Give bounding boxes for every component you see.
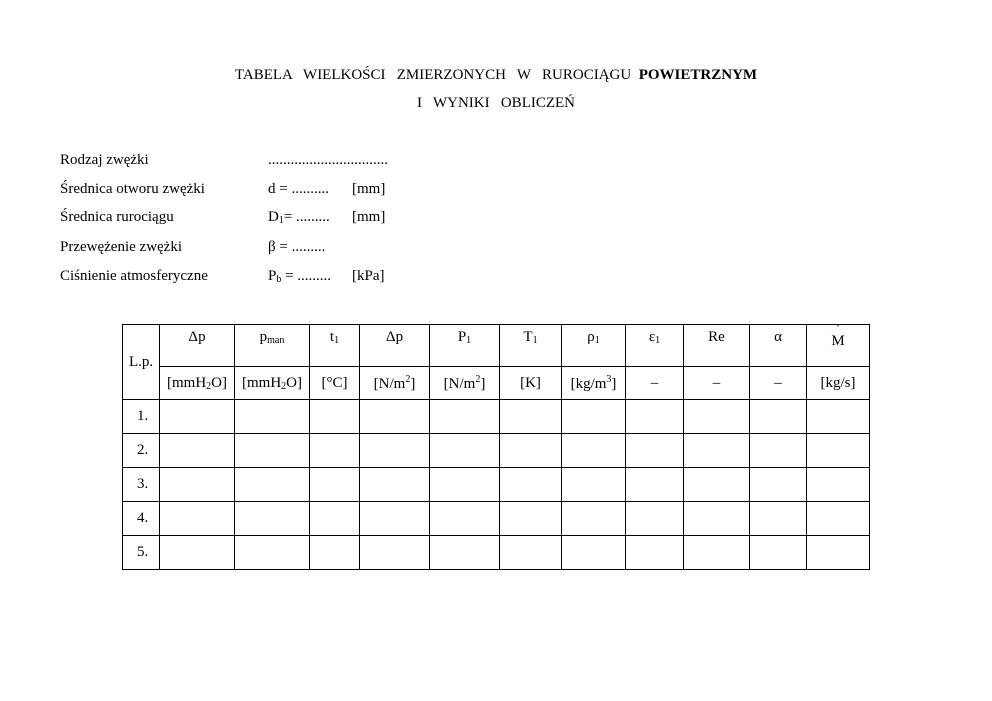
col-header-P1: $P_1$: [430, 325, 500, 367]
info-value: β = .........: [268, 239, 326, 255]
table-cell[interactable]: [500, 434, 562, 468]
col-header-mass-flow: ˙ M: [807, 325, 870, 367]
symbol: D: [268, 209, 279, 225]
table-cell[interactable]: [235, 434, 310, 468]
info-unit: [kPa]: [352, 268, 385, 284]
table-cell[interactable]: [430, 400, 500, 434]
col-header-delta-p-pa: Δp: [360, 325, 430, 367]
header-row-symbols: [123, 325, 870, 367]
unit-kelvin: [K]: [500, 367, 562, 400]
info-label: Rodzaj zwężki: [60, 152, 149, 168]
table-cell[interactable]: [310, 468, 360, 502]
info-value: [268, 268, 331, 285]
table-cell[interactable]: [500, 400, 562, 434]
col-header-epsilon1: $\varepsilon_1$: [626, 325, 684, 367]
table-cell[interactable]: [626, 434, 684, 468]
table-cell[interactable]: [430, 536, 500, 570]
header-row-units: [123, 367, 870, 400]
table-row: [123, 468, 870, 502]
col-header-p-man: $p_{man}$: [235, 325, 310, 367]
lp-header: L.p.: [123, 325, 160, 400]
title-prefix: TABELA WIELKOŚCI ZMIERZONYCH W RUROCIĄGU: [234, 67, 639, 83]
table-cell[interactable]: [807, 400, 870, 434]
table-cell[interactable]: [750, 502, 807, 536]
info-value: d = ..........: [268, 181, 329, 197]
row-number: 3.: [123, 468, 160, 502]
value-rest: = .........: [283, 209, 330, 225]
row-number: 5.: [123, 536, 160, 570]
unit-none: –: [626, 367, 684, 400]
table-row: [123, 536, 870, 570]
table-title-line1: [0, 67, 992, 84]
info-value: ................................: [268, 152, 388, 168]
table-cell[interactable]: [626, 400, 684, 434]
value-rest: = .........: [281, 268, 332, 284]
row-number: 1.: [123, 400, 160, 434]
col-header-rho1: $\rho_1$: [562, 325, 626, 367]
row-number: 4.: [123, 502, 160, 536]
table-cell[interactable]: [430, 434, 500, 468]
table-cell[interactable]: [360, 400, 430, 434]
table-cell[interactable]: [807, 434, 870, 468]
table-cell[interactable]: [360, 468, 430, 502]
table-cell[interactable]: [807, 502, 870, 536]
unit-kg-s: [kg/s]: [807, 367, 870, 400]
unit-none: –: [684, 367, 750, 400]
table-cell[interactable]: [562, 434, 626, 468]
table-cell[interactable]: [750, 400, 807, 434]
info-unit: [mm]: [352, 181, 386, 197]
table-cell[interactable]: [160, 434, 235, 468]
table-cell[interactable]: [562, 400, 626, 434]
info-label: Przewężenie zwężki: [60, 239, 183, 255]
table-cell[interactable]: [626, 536, 684, 570]
info-label: Średnica otworu zwężki: [60, 181, 205, 197]
table-cell[interactable]: [310, 400, 360, 434]
col-header-t1: $t_1$: [310, 325, 360, 367]
unit-n-m2: $[N/m^2]$: [430, 367, 500, 400]
table-row: [123, 434, 870, 468]
unit-mmh2o: [mmH$_2$O]: [235, 367, 310, 400]
table-cell[interactable]: [750, 434, 807, 468]
table-title-line2: I WYNIKI OBLICZEŃ: [416, 95, 576, 111]
table-cell[interactable]: [626, 468, 684, 502]
symbol: P: [268, 268, 277, 284]
table-cell[interactable]: [684, 502, 750, 536]
table-cell[interactable]: [430, 468, 500, 502]
table-cell[interactable]: [235, 502, 310, 536]
table-cell[interactable]: [684, 400, 750, 434]
table-cell[interactable]: [500, 502, 562, 536]
measurement-table: [122, 324, 870, 570]
table-row: [123, 400, 870, 434]
table-cell[interactable]: [235, 536, 310, 570]
table-cell[interactable]: [684, 434, 750, 468]
table-cell[interactable]: [360, 536, 430, 570]
table-cell[interactable]: [235, 468, 310, 502]
info-unit: [mm]: [352, 209, 386, 225]
info-label: Ciśnienie atmosferyczne: [60, 268, 208, 284]
table-cell[interactable]: [360, 434, 430, 468]
row-number: 2.: [123, 434, 160, 468]
col-header-alpha: α: [750, 325, 807, 367]
table-cell[interactable]: [684, 468, 750, 502]
unit-celsius: [°C]: [310, 367, 360, 400]
info-value: [268, 209, 330, 226]
table-cell[interactable]: [750, 468, 807, 502]
table-cell[interactable]: [235, 400, 310, 434]
table-cell[interactable]: [160, 468, 235, 502]
table-cell[interactable]: [360, 502, 430, 536]
table-cell[interactable]: [500, 536, 562, 570]
table-cell[interactable]: [500, 468, 562, 502]
table-cell[interactable]: [807, 468, 870, 502]
table-cell[interactable]: [807, 536, 870, 570]
col-header-delta-p-mm: Δp: [160, 325, 235, 367]
table-cell[interactable]: [750, 536, 807, 570]
table-cell[interactable]: [160, 536, 235, 570]
table-row: [123, 502, 870, 536]
table-cell[interactable]: [310, 536, 360, 570]
table-cell[interactable]: [562, 468, 626, 502]
table-cell[interactable]: [160, 502, 235, 536]
table-cell[interactable]: [626, 502, 684, 536]
table-cell[interactable]: [684, 536, 750, 570]
col-header-re: Re: [684, 325, 750, 367]
table-cell[interactable]: [562, 536, 626, 570]
unit-kg-m3: $[kg/m^3]$: [562, 367, 626, 400]
unit-mmh2o: [mmH$_2$O]: [160, 367, 235, 400]
title-bold-word: POWIETRZNYM: [638, 67, 758, 83]
col-header-T1: $T_1$: [500, 325, 562, 367]
info-label: Średnica rurociągu: [60, 209, 174, 225]
subscript: b: [276, 274, 282, 285]
table-cell[interactable]: [310, 502, 360, 536]
unit-none: –: [750, 367, 807, 400]
table-cell[interactable]: [310, 434, 360, 468]
subscript: 1: [278, 215, 284, 226]
unit-n-m2: $[N/m^2]$: [360, 367, 430, 400]
table-cell[interactable]: [160, 400, 235, 434]
table-cell[interactable]: [562, 502, 626, 536]
table-cell[interactable]: [430, 502, 500, 536]
